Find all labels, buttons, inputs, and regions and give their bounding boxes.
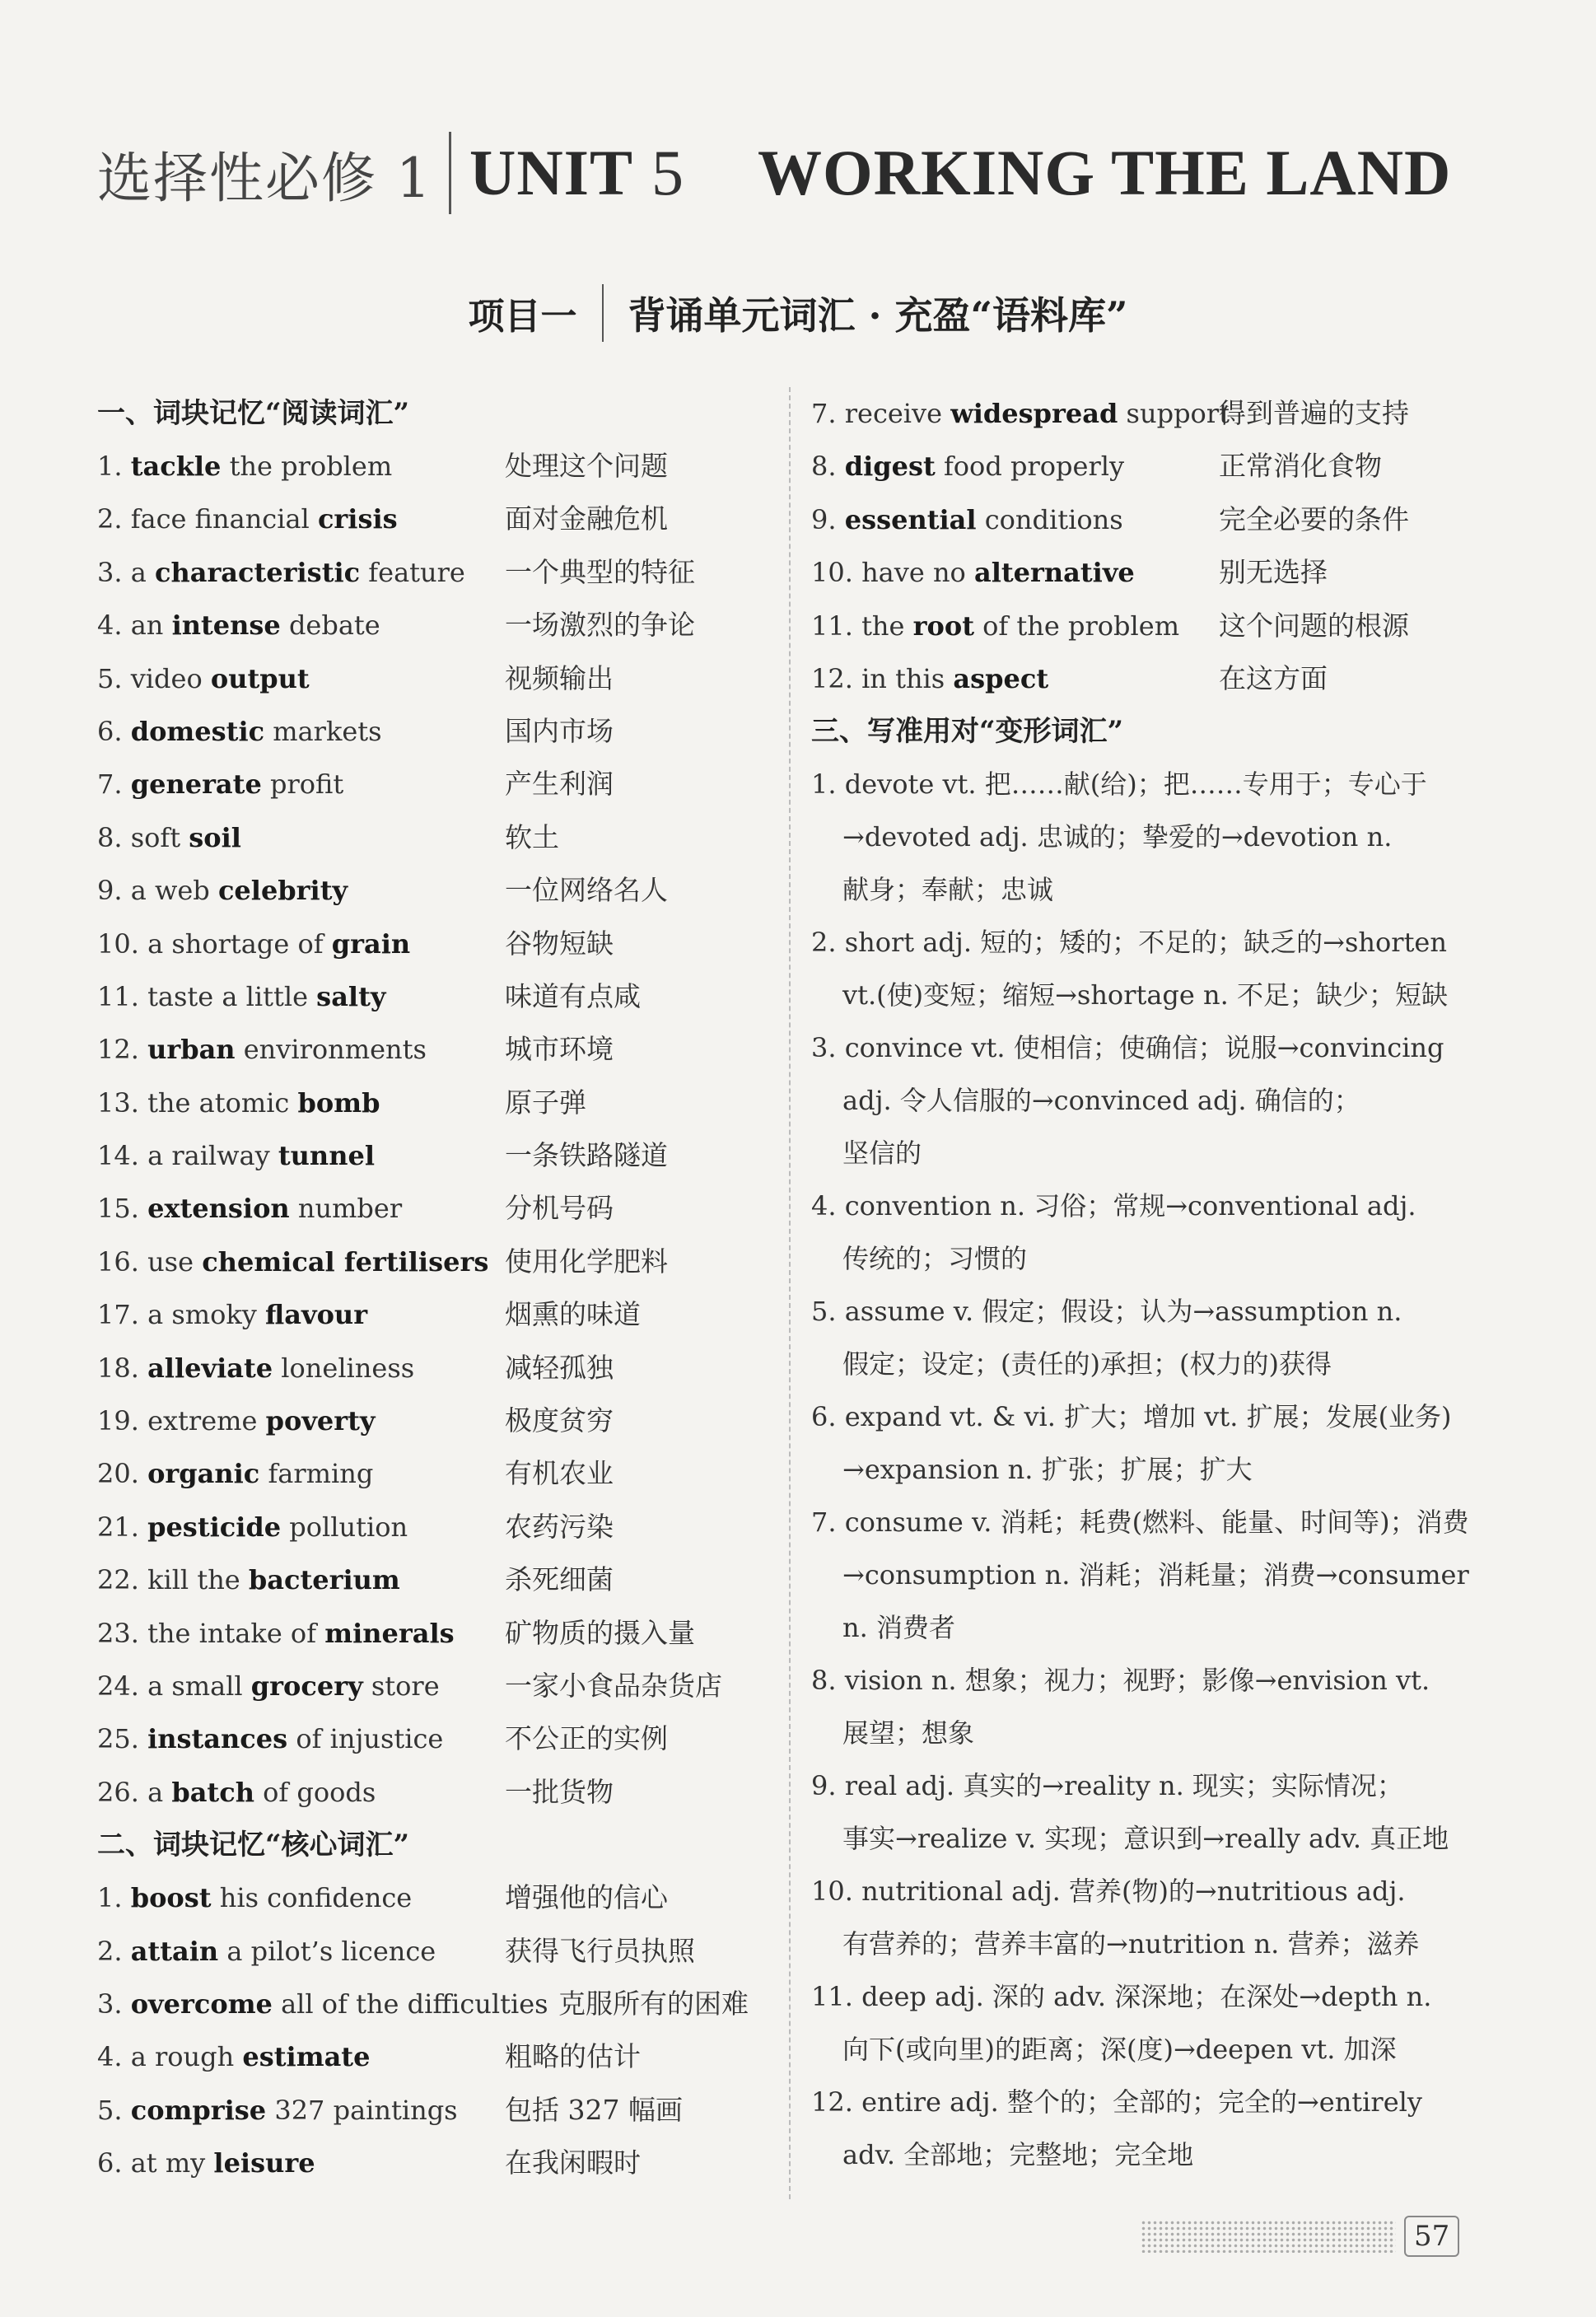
derivation-line: 2. short adj. 短的；矮的；不足的；缺乏的→shorten — [811, 927, 1447, 959]
phrase-text: 2. face financial — [97, 503, 318, 535]
vocab-phrase — [97, 811, 505, 864]
vocab-phrase — [97, 1660, 505, 1712]
part3-heading: 三、写准用对“变形词汇” — [811, 715, 1124, 749]
vocab-row — [97, 1766, 772, 1819]
key-word: overcome — [130, 1988, 273, 2020]
vocab-phrase — [97, 1023, 505, 1076]
part1-heading: 一、词块记忆“阅读词汇” — [97, 397, 410, 430]
vocab-translation: 城市环境 — [505, 1033, 614, 1066]
key-word: essential — [844, 503, 977, 535]
key-word: flavour — [264, 1299, 368, 1331]
vocab-phrase — [97, 1288, 505, 1341]
phrase-text: 3. a — [97, 556, 155, 588]
vocab-phrase — [97, 1871, 505, 1924]
vocab-translation: 农药污染 — [505, 1510, 614, 1543]
vocab-row — [97, 811, 772, 864]
vocab-row — [97, 1129, 772, 1182]
vocab-phrase — [97, 1712, 505, 1765]
phrase-text: 16. use — [97, 1245, 203, 1278]
vocab-row — [97, 970, 772, 1023]
phrase-text: 17. a smoky — [97, 1299, 265, 1331]
derivation-line: adj. 令人信服的→convinced adj. 确信的； — [842, 1085, 1360, 1117]
key-word: pesticide — [147, 1511, 282, 1543]
phrase-text: 22. kill the — [97, 1564, 249, 1596]
phrase-text: profit — [261, 768, 344, 801]
phrase-text: 13. the atomic — [97, 1086, 298, 1119]
phrase-text: a pilot’s licence — [218, 1935, 436, 1967]
left-column — [97, 387, 772, 2190]
phrase-text: 4. an — [97, 610, 172, 642]
phrase-text: 11. the — [811, 610, 913, 642]
vocab-phrase — [97, 1553, 505, 1606]
vocab-row — [97, 1553, 772, 1606]
vocab-row — [97, 1501, 772, 1553]
phrase-text: 1. — [97, 1882, 131, 1914]
phrase-text: all of the difficulties — [272, 1988, 548, 2020]
vocab-translation: 极度贫穷 — [505, 1404, 614, 1437]
vocab-translation: 一批货物 — [505, 1775, 614, 1808]
phrase-text: 18. — [97, 1352, 148, 1384]
phrase-text: environments — [235, 1034, 427, 1066]
vocab-row — [97, 1447, 772, 1500]
key-word: boost — [130, 1882, 212, 1914]
derivation-line: 11. deep adj. 深的 adv. 深深地；在深处→depth n. — [811, 1981, 1432, 2013]
phrase-text: of goods — [254, 1776, 376, 1808]
vocab-translation: 一个典型的特征 — [505, 555, 695, 588]
vocab-translation: 在我闲暇时 — [505, 2146, 641, 2179]
key-word: aspect — [953, 662, 1049, 694]
vocab-translation: 获得飞行员执照 — [505, 1934, 695, 1967]
vocab-row — [97, 1236, 772, 1288]
vocab-translation: 烟熏的味道 — [505, 1298, 641, 1331]
key-word: widespread — [950, 398, 1118, 429]
vocab-row — [97, 2030, 772, 2083]
derivation-line: 8. vision n. 想象；视力；视野；影像→envision vt. — [811, 1665, 1430, 1697]
vocab-row — [811, 387, 1495, 440]
phrase-text: 5. video — [97, 662, 211, 694]
vocab-translation: 这个问题的根源 — [1219, 609, 1409, 642]
derivation-line: 5. assume v. 假定；假设；认为→assumption n. — [811, 1296, 1402, 1328]
part2-list — [97, 1871, 772, 2189]
vocab-translation: 产生利润 — [505, 768, 614, 801]
vocab-row — [97, 1023, 772, 1076]
derivation-line: 3. convince vt. 使相信；使确信；说服→convincing — [811, 1032, 1444, 1064]
vocab-row — [97, 1660, 772, 1712]
derivation-line: 有营养的；营养丰富的→nutrition n. 营养；滋养 — [842, 1928, 1420, 1960]
page-number: 57 — [1404, 2216, 1459, 2257]
phrase-text: of injustice — [287, 1723, 444, 1755]
vocab-phrase — [97, 1394, 505, 1447]
phrase-text: 10. a shortage of — [97, 927, 332, 960]
vocab-row — [97, 1394, 772, 1447]
vocab-phrase — [811, 493, 1219, 546]
vocab-phrase — [97, 440, 505, 493]
column-divider — [789, 387, 791, 2199]
book-name: 选择性必修 1 — [97, 146, 432, 210]
vocab-translation: 完全必要的条件 — [1219, 502, 1409, 535]
unit-title: WORKING THE LAND — [758, 137, 1452, 208]
phrase-text: 12. in this — [811, 662, 954, 694]
phrase-text: 8. — [811, 451, 845, 483]
vocab-phrase — [97, 864, 505, 917]
vocab-row — [97, 705, 772, 758]
vocab-row — [97, 1288, 772, 1341]
phrase-text: 12. — [97, 1034, 148, 1066]
phrase-text: 7. — [97, 768, 131, 801]
derivation-line: 10. nutritional adj. 营养(物)的→nutritious adj. — [811, 1876, 1406, 1908]
vocab-row — [97, 599, 772, 652]
part3-list — [811, 758, 1495, 2181]
vocab-phrase — [97, 758, 505, 810]
derivation-line: 献身；奉献；忠诚 — [842, 874, 1054, 906]
key-word: leisure — [213, 2147, 315, 2179]
key-word: bacterium — [248, 1564, 400, 1596]
phrase-text: conditions — [976, 503, 1123, 535]
phrase-text: loneliness — [273, 1352, 415, 1384]
vocab-phrase — [97, 705, 505, 758]
phrase-text: 1. — [97, 451, 131, 482]
derivation-line: 4. convention n. 习俗；常规→conventional adj. — [811, 1190, 1416, 1222]
vocab-phrase — [811, 387, 1230, 440]
derivation-line: 传统的；习惯的 — [842, 1243, 1028, 1275]
vocab-phrase — [97, 970, 505, 1023]
vocab-row — [811, 600, 1495, 652]
derivation-line: 9. real adj. 真实的→reality n. 现实；实际情况； — [811, 1770, 1403, 1802]
vocab-row — [97, 493, 772, 545]
vocab-phrase — [97, 1447, 505, 1500]
phrase-text: food properly — [935, 451, 1125, 483]
vocab-phrase — [97, 1766, 505, 1819]
section-title — [0, 284, 1596, 342]
phrase-text: 11. taste a little — [97, 980, 317, 1012]
derivation-line: →devoted adj. 忠诚的；挚爱的→devotion n. — [842, 821, 1393, 853]
phrase-text: number — [289, 1193, 403, 1225]
key-word: urban — [147, 1034, 236, 1066]
key-word: tunnel — [278, 1140, 375, 1172]
footer-dots — [1141, 2220, 1396, 2253]
vocab-row — [97, 1925, 772, 1978]
vocab-row — [811, 652, 1495, 705]
vocab-row — [97, 440, 772, 493]
vocab-translation: 原子弹 — [505, 1086, 586, 1119]
page-footer — [1141, 2216, 1459, 2257]
vocab-row — [97, 1182, 772, 1235]
vocab-row — [97, 1871, 772, 1924]
vocab-translation: 别无选择 — [1219, 556, 1328, 589]
key-word: chemical fertilisers — [202, 1245, 489, 1278]
vocab-translation: 粗略的估计 — [505, 2040, 641, 2073]
key-word: intense — [171, 610, 281, 642]
phrase-text: 9. a web — [97, 875, 218, 907]
key-word: characteristic — [154, 556, 361, 588]
header-divider — [449, 132, 451, 214]
vocab-translation: 正常消化食物 — [1219, 450, 1382, 483]
vocab-translation: 矿物质的摄入量 — [505, 1616, 695, 1649]
vocab-row — [97, 2084, 772, 2137]
vocab-translation: 克服所有的困难 — [558, 1987, 749, 2020]
vocab-translation: 味道有点咸 — [505, 979, 641, 1012]
vocab-phrase — [97, 1236, 505, 1288]
vocab-phrase — [97, 546, 505, 599]
phrase-text: 25. — [97, 1723, 148, 1755]
phrase-text: 21. — [97, 1511, 148, 1543]
section-divider — [602, 284, 604, 342]
vocab-phrase — [811, 440, 1219, 493]
derivation-line: 1. devote vt. 把……献(给)；把……专用于；专心于 — [811, 768, 1427, 801]
vocab-translation: 使用化学肥料 — [505, 1245, 668, 1278]
derivation-line: 12. entire adj. 整个的；全部的；完全的→entirely — [811, 2086, 1422, 2118]
key-word: minerals — [324, 1617, 455, 1649]
vocab-translation: 软土 — [505, 820, 559, 853]
vocab-translation: 不公正的实例 — [505, 1722, 668, 1755]
vocab-row — [97, 918, 772, 970]
derivation-line: →consumption n. 消耗；消耗量；消费→consumer — [842, 1559, 1469, 1591]
key-word: output — [210, 662, 310, 694]
phrase-text: markets — [264, 715, 382, 747]
vocab-translation: 得到普遍的支持 — [1219, 397, 1409, 429]
part1-list — [97, 440, 772, 1819]
phrase-text: 20. — [97, 1458, 148, 1490]
vocab-phrase — [97, 1129, 505, 1182]
vocab-row — [97, 1077, 772, 1129]
phrase-text: 24. a small — [97, 1670, 251, 1702]
vocab-phrase — [97, 1925, 505, 1978]
phrase-text: of the problem — [973, 610, 1180, 642]
key-word: estimate — [242, 2041, 371, 2073]
phrase-text: 19. extreme — [97, 1405, 266, 1437]
key-word: tackle — [130, 451, 222, 482]
unit-label: UNIT — [469, 137, 634, 208]
vocab-translation: 包括 327 幅画 — [505, 2093, 683, 2126]
phrase-text: pollution — [281, 1511, 408, 1543]
vocab-translation: 在这方面 — [1219, 661, 1328, 694]
derivation-line: 坚信的 — [842, 1137, 922, 1170]
phrase-text: 6. — [97, 715, 131, 747]
key-word: poverty — [265, 1405, 376, 1437]
derivation-line: 向下(或向里)的距离；深(度)→deepen vt. 加深 — [842, 2034, 1397, 2066]
vocab-phrase — [97, 2137, 505, 2189]
vocab-phrase — [97, 2084, 505, 2137]
vocab-phrase — [97, 1607, 505, 1660]
vocab-translation: 一位网络名人 — [505, 874, 668, 907]
key-word: extension — [147, 1193, 290, 1225]
vocab-translation: 减轻孤独 — [505, 1351, 614, 1384]
key-word: root — [912, 610, 974, 642]
key-word: soil — [189, 821, 241, 853]
vocab-row — [97, 1712, 772, 1765]
phrase-text: 8. soft — [97, 821, 189, 853]
vocab-row — [811, 440, 1495, 493]
vocab-translation: 一条铁路隧道 — [505, 1139, 668, 1172]
part2-list-continued — [811, 387, 1495, 705]
vocab-phrase — [97, 1342, 505, 1394]
vocab-phrase — [97, 1077, 505, 1129]
derivation-line: adv. 全部地；完整地；完全地 — [842, 2139, 1194, 2171]
vocab-translation: 处理这个问题 — [505, 450, 668, 482]
key-word: batch — [171, 1776, 254, 1808]
phrase-text: 327 paintings — [266, 2094, 458, 2126]
key-word: crisis — [317, 503, 398, 535]
key-word: generate — [130, 768, 262, 801]
vocab-translation: 杀死细菌 — [505, 1563, 614, 1596]
vocab-phrase — [97, 1978, 558, 2030]
derivation-line: 6. expand vt. & vi. 扩大；增加 vt. 扩展；发展(业务) — [811, 1401, 1452, 1433]
phrase-text: 10. have no — [811, 557, 974, 589]
vocab-row — [97, 1607, 772, 1660]
key-word: organic — [147, 1458, 260, 1490]
key-word: salty — [316, 980, 386, 1012]
derivation-line: 7. consume v. 消耗；耗费(燃料、能量、时间等)；消费 — [811, 1507, 1469, 1539]
derivation-line: 事实→realize v. 实现；意识到→really adv. 真正地 — [842, 1823, 1449, 1855]
phrase-text: 7. receive — [811, 398, 951, 429]
phrase-text: the problem — [221, 451, 393, 482]
vocab-phrase — [811, 600, 1219, 652]
derivation-line: vt.(使)变短；缩短→shortage n. 不足；缺少；短缺 — [842, 979, 1448, 1011]
vocab-row — [97, 546, 772, 599]
vocab-row — [97, 1342, 772, 1394]
vocab-phrase — [811, 652, 1219, 705]
vocab-phrase — [97, 599, 505, 652]
vocab-phrase — [97, 1182, 505, 1235]
section-label: 项目一 — [468, 296, 577, 338]
key-word: bomb — [297, 1086, 380, 1119]
vocab-row — [97, 864, 772, 917]
phrase-text: 26. a — [97, 1776, 172, 1808]
vocab-row — [97, 652, 772, 705]
vocab-phrase — [97, 1501, 505, 1553]
phrase-text: 2. — [97, 1935, 131, 1967]
derivation-line: →expansion n. 扩张；扩展；扩大 — [842, 1454, 1253, 1486]
key-word: domestic — [130, 715, 265, 747]
key-word: alleviate — [147, 1352, 273, 1384]
phrase-text: feature — [360, 556, 465, 588]
derivation-line: n. 消费者 — [842, 1612, 955, 1644]
phrase-text: his confidence — [211, 1882, 413, 1914]
vocab-translation: 分机号码 — [505, 1192, 614, 1225]
phrase-text: 6. at my — [97, 2147, 214, 2179]
phrase-text: store — [362, 1670, 440, 1702]
key-word: grain — [331, 927, 411, 960]
vocab-phrase — [97, 493, 505, 545]
derivation-line: 展望；想象 — [842, 1717, 975, 1749]
key-word: attain — [130, 1935, 219, 1967]
phrase-text: 15. — [97, 1193, 148, 1225]
vocab-row — [97, 2137, 772, 2189]
vocab-translation: 视频输出 — [505, 661, 614, 694]
key-word: digest — [844, 451, 936, 483]
phrase-text: 3. — [97, 1988, 131, 2020]
phrase-text: 9. — [811, 503, 845, 535]
key-word: alternative — [973, 557, 1135, 589]
vocab-translation: 有机农业 — [505, 1457, 614, 1490]
key-word: instances — [147, 1723, 288, 1755]
phrase-text: 23. the intake of — [97, 1617, 325, 1649]
phrase-text: debate — [280, 610, 380, 642]
vocab-phrase — [97, 918, 505, 970]
vocab-phrase — [97, 652, 505, 705]
vocab-translation: 增强他的信心 — [505, 1881, 668, 1914]
phrase-text: 5. — [97, 2094, 131, 2126]
key-word: comprise — [130, 2094, 267, 2126]
vocab-phrase — [811, 546, 1219, 599]
unit-number: 5 — [651, 137, 684, 208]
vocab-translation: 国内市场 — [505, 714, 614, 747]
vocab-translation: 谷物短缺 — [505, 927, 614, 960]
phrase-text: support — [1118, 398, 1230, 429]
key-word: celebrity — [217, 875, 348, 907]
vocab-translation: 面对金融危机 — [505, 502, 668, 535]
vocab-row — [97, 1978, 772, 2030]
derivation-line: 假定；设定；(责任的)承担；(权力的)获得 — [842, 1348, 1332, 1380]
vocab-row — [97, 758, 772, 810]
phrase-text: 4. a rough — [97, 2041, 243, 2073]
phrase-text: farming — [259, 1458, 374, 1490]
page-header — [97, 128, 1451, 218]
vocab-translation: 一家小食品杂货店 — [505, 1669, 722, 1702]
vocab-row — [811, 546, 1495, 599]
part2-heading: 二、词块记忆“核心词汇” — [97, 1829, 410, 1862]
vocab-row — [811, 493, 1495, 546]
vocab-translation: 一场激烈的争论 — [505, 609, 695, 642]
section-heading: 背诵单元词汇 · 充盈“语料库” — [628, 293, 1128, 338]
key-word: grocery — [250, 1670, 363, 1702]
right-column — [811, 387, 1495, 2181]
vocab-phrase — [97, 2030, 505, 2083]
phrase-text: 14. a railway — [97, 1140, 278, 1172]
